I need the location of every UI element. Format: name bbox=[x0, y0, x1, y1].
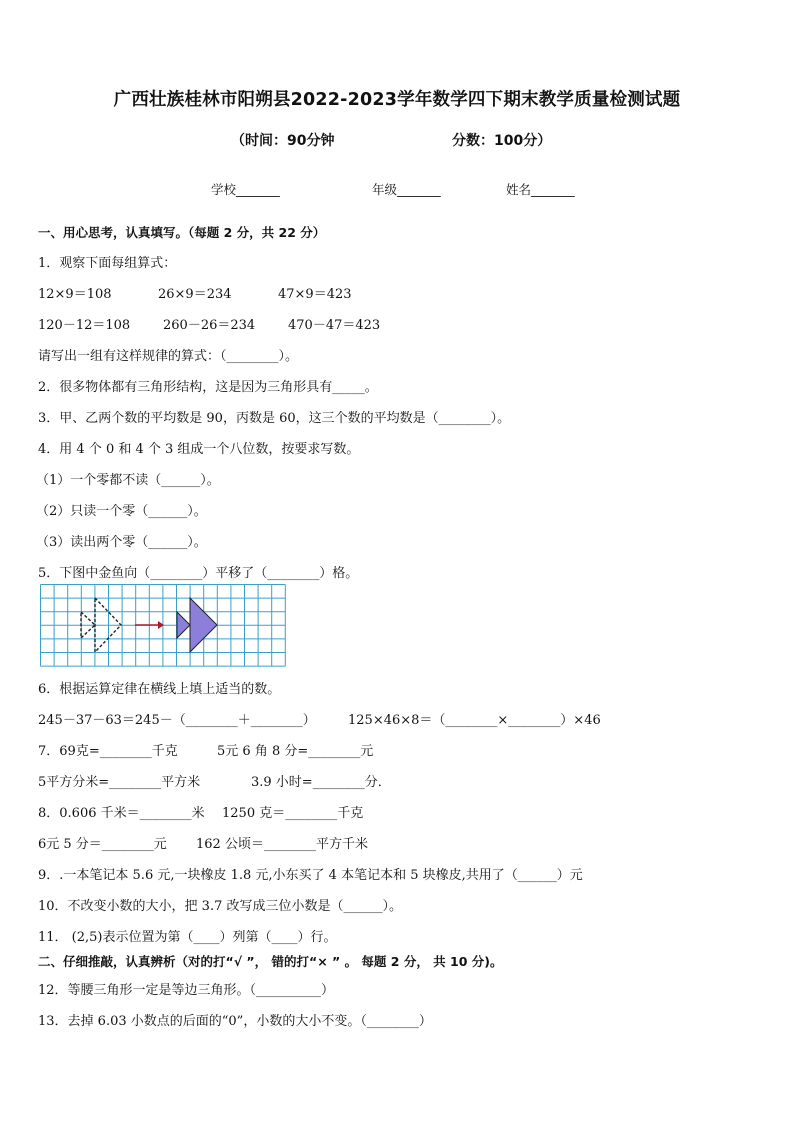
moved-fish-tail bbox=[177, 612, 190, 638]
page-title: 广西壮族桂林市阳朔县2022-2023学年数学四下期末教学质量检测试题 bbox=[113, 90, 681, 110]
question-8-part-4: 162 公顷＝________平方千米 bbox=[196, 837, 368, 852]
name-field: 姓名_______ bbox=[506, 182, 575, 197]
question-4-part-1: （1）一个零都不读（______）。 bbox=[36, 473, 220, 488]
question-7-part-3: 5平方分米=________平方米 bbox=[38, 775, 201, 790]
question-7-part-4: 3.9 小时=________分． bbox=[251, 775, 391, 790]
question-10: 10．不改变小数的大小，把 3.7 改写成三位小数是（______）。 bbox=[38, 899, 402, 914]
question-3: 3．甲、乙两个数的平均数是 90，丙数是 60，这三个数的平均数是（________）。 bbox=[38, 411, 511, 426]
q1-expr-6: 470－47＝423 bbox=[288, 318, 381, 333]
question-4-part-2: （2）只读一个零（______）。 bbox=[36, 504, 207, 519]
question-6-expr-1: 245－37－63＝245－（________＋________） bbox=[38, 713, 316, 728]
question-9: 9．.一本笔记本 5.6 元,一块橡皮 1.8 元,小东买了 4 本笔记本和 5 块橡皮,共用了（______）元 bbox=[38, 868, 583, 883]
q1-expr-2: 26×9＝234 bbox=[158, 287, 232, 302]
q1-prompt: 请写出一组有这样规律的算式：（________）。 bbox=[38, 349, 299, 364]
question-7-part-1: 7．69克=________千克 bbox=[38, 744, 178, 759]
section-1-heading: 一、用心思考，认真填写。（每题 2 分，共 22 分） bbox=[38, 225, 326, 240]
q1-expr-1: 12×9＝108 bbox=[38, 287, 112, 302]
question-6-expr-2: 125×46×8＝（________×________）×46 bbox=[348, 713, 601, 728]
section-2-heading: 二、仔细推敲，认真辨析（对的打“√ ”， 错的打“× ” 。 每题 2 分， 共 10 分)。 bbox=[38, 954, 503, 969]
question-7-part-2: 5元 6 角 8 分=________元 bbox=[217, 744, 374, 759]
question-11: 11． (2,5)表示位置为第（____）列第（____）行。 bbox=[38, 930, 337, 945]
question-5: 5．下图中金鱼向（________）平移了（________）格。 bbox=[38, 566, 359, 581]
question-4: 4．用 4 个 0 和 4 个 3 组成一个八位数，按要求写数。 bbox=[38, 442, 360, 457]
total-score: 分数：100分） bbox=[452, 133, 552, 149]
time-limit: （时间：90分钟 bbox=[231, 133, 335, 149]
question-4-part-3: （3）读出两个零（______）。 bbox=[36, 535, 207, 550]
q1-expr-4: 120－12＝108 bbox=[38, 318, 131, 333]
goldfish-translation-figure bbox=[40, 584, 288, 670]
q1-expr-3: 47×9＝423 bbox=[278, 287, 352, 302]
question-13: 13．去掉 6.03 小数点的后面的“0”，小数的大小不变。（________） bbox=[38, 1014, 432, 1029]
question-6: 6．根据运算定律在横线上填上适当的数。 bbox=[38, 682, 281, 697]
school-field: 学校_______ bbox=[211, 182, 280, 197]
q1-expr-5: 260－26＝234 bbox=[163, 318, 256, 333]
question-8-part-1: 8．0.606 千米＝________米 bbox=[38, 806, 205, 821]
question-2: 2．很多物体都有三角形结构，这是因为三角形具有_____。 bbox=[38, 380, 378, 395]
question-1: 1．观察下面每组算式： bbox=[38, 256, 177, 271]
question-12: 12．等腰三角形一定是等边三角形。（__________） bbox=[38, 983, 335, 998]
question-8-part-3: 6元 5 分＝________元 bbox=[38, 837, 167, 852]
question-8-part-2: 1250 克＝________千克 bbox=[222, 806, 364, 821]
grade-field: 年级_______ bbox=[372, 182, 441, 197]
